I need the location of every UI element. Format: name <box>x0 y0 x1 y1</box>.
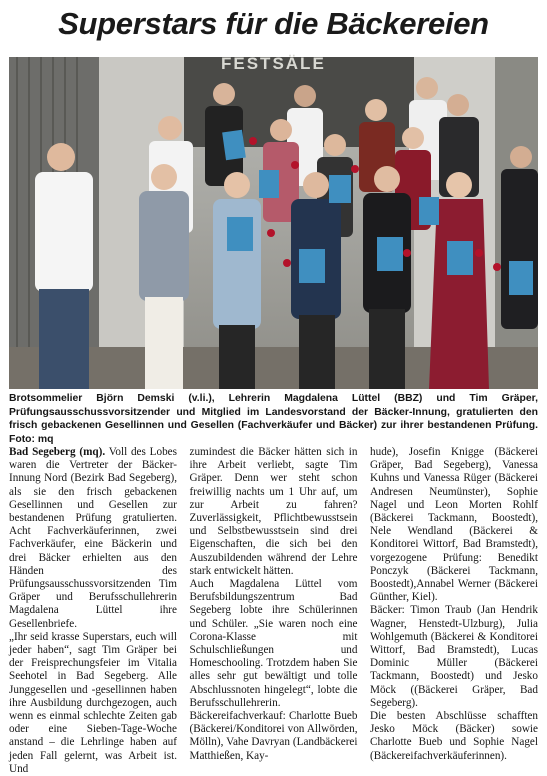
article-paragraph: Bäckereifachverkauf: Charlotte Bueb (Bäckerei/Konditorei von Allwörden, Mölln), Vahe Davryan (Landbäckerei Matthießen, Kay- <box>189 710 358 762</box>
article-paragraph: hude), Josefin Knigge (Bäckerei Gräper, Bad Segeberg), Vanessa Kuhns und Vanessa Rüger (Bäckerei Andresen Neumünster), Sophie Nagel und Leon Morten Rohlf (Bäckerei Tackmann, Boostedt), Nele Wendland (Bäckerei & Konditorei Wittorf, Bad Bramstedt), vorgezogene Prüfung: Benedikt Ponczyk (Bäckerei Tackmann, Boostedt),Annabel Werner (Bäckerei Günther, Kiel). <box>370 446 538 604</box>
photo-caption: Brotsommelier Björn Demski (v.li.), Lehrerin Magdalena Lüttel (BBZ) und Tim Gräper, Prüfungsausschussvorsitzender und Mitglied im Landesvorstand der Bäcker-Innung, gratulierten den frisch gebackenen Gesellinnen und Gesellen (Fachverkäufer und Bäcker) zur ihrer bestandenen Prüfung. Foto: mq <box>9 393 538 445</box>
group-photo-illustration <box>9 54 538 389</box>
article-paragraph: Auch Magdalena Lüttel vom Berufsbildungszentrum Bad Segeberg lobte ihre Schülerinnen und Schüler. „Sie waren noch eine Corona-Klasse mit Schulschließungen und Homeschooling. Trotzdem haben Sie alles sehr gut bewältigt und tolle Abschlussnoten hingelegt“, lobte die Berufsschullehrerin. <box>189 578 358 709</box>
article-headline: Superstars für die Bäckereien <box>58 6 489 41</box>
article-column-2 <box>190 446 358 764</box>
article-paragraph: Bäcker: Timon Traub (Jan Hendrik Wagner, Henstedt-Ulzburg), Julia Wohlgemuth (Bäckerei & Konditorei Wittorf, Bad Bramstedt), Lucas Dominic Müller (Bäckerei Tackmann, Boostedt) und Jesko Möck ((Bäckerei Gräper, Bad Segeberg). <box>370 604 538 709</box>
article-paragraph: Die besten Abschlüsse schafften Jesko Möck (Bäcker) sowie Charlotte Bueb und Sophie Nagel (Bäckereifachverkäuferinnen). <box>370 710 538 762</box>
sign-text: FESTSÄLE <box>221 54 326 73</box>
article-paragraph <box>9 446 177 631</box>
article-column-3 <box>370 446 538 764</box>
group-photo <box>9 54 538 389</box>
article-paragraph: zumindest die Bäcker hätten sich in ihre Arbeit verliebt, sagte Tim Gräper. Denn wer steht schon freiwillig nachts um 1 Uhr auf, um zur Arbeit zu fahren? Zuverlässigkeit, Pflichtbewusstsein und Selbstbewusstsein sind drei Eigenschaften, die sich bei den Auszubildenden während der Lehre stark entwickelt hätten. <box>189 446 358 577</box>
article-column-1 <box>9 446 178 775</box>
dateline: Bad Segeberg (mq). <box>9 446 106 458</box>
article-paragraph: „Ihr seid krasse Superstars, euch will jeder haben“, sagt Tim Gräper bei der Freisprechungsfeier im Vitalia Seehotel in Bad Segeberg. Alle Junggesellen und -gesellinnen haben ihre Ausbildung durchgezogen, auch wenn es einmal schlechte Zeiten gab oder eine Sieben-Tage-Woche anstand – die Lehrlinge haben auf jeden Fall gelernt, was Arbeit ist. Und <box>9 630 177 775</box>
paragraph-text: Voll des Lobes waren die Vertreter der Bäcker-Innung Nord (Bezirk Bad Segeberg), als sie den frisch gebackenen Gesellinnen und Gesellen zur bestandenen Prüfung gratulierten. Acht Fachverkäuferinnen, zwei Fachverkäufer, eine Bäckerin und drei Bäcker erhielten aus den Händen des Prüfungsausschussvorsitzenden Tim Gräper und Berufsschullehrerin Magdalena Lüttel ihre Gesellenbriefe. <box>9 446 178 630</box>
article-body <box>9 446 538 775</box>
